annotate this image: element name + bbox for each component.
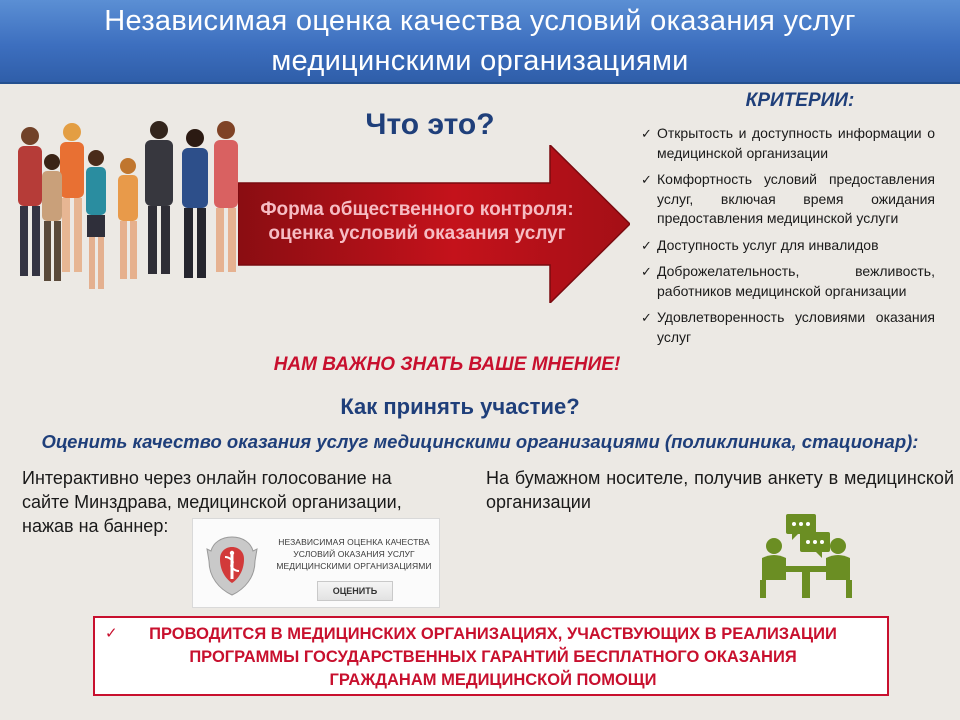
notice-line-3: ГРАЖДАНАМ МЕДИЦИНСКОЙ ПОМОЩИ	[329, 671, 657, 689]
banner-line-3: МЕДИЦИНСКИМИ ОРГАНИЗАЦИЯМИ	[276, 561, 432, 571]
slide-title-line-1: Независимая оценка качества условий оказания услуг	[104, 5, 856, 37]
arrow-caption-line-2: оценка условий оказания услуг	[268, 223, 566, 244]
checkmark-icon: ✓	[641, 126, 652, 141]
criteria-item	[641, 308, 935, 347]
checkmark-icon: ✓	[641, 237, 652, 253]
criteria-item-text: Доброжелательность, вежливость, работников медицинской организации	[657, 263, 935, 299]
important-opinion-text: НАМ ВАЖНО ЗНАТЬ ВАШЕ МНЕНИЕ!	[273, 354, 621, 375]
online-voting-text: Интерактивно через онлайн голосование на сайте Минздрава, медицинской организации, нажав на баннер:	[22, 468, 402, 536]
checkmark-icon: ✓	[641, 264, 652, 279]
evaluate-button[interactable]: ОЦЕНИТЬ	[317, 581, 393, 601]
arrow-caption-line-1: Форма общественного контроля:	[260, 199, 574, 220]
criteria-item	[641, 170, 935, 229]
meeting-people-icon	[752, 510, 860, 600]
checkmark-icon: ✓	[641, 172, 652, 187]
notice-line-1: ПРОВОДИТСЯ В МЕДИЦИНСКИХ ОРГАНИЗАЦИЯХ, УЧАСТВУЮЩИХ В РЕАЛИЗАЦИИ	[149, 625, 837, 643]
slide-header	[0, 0, 960, 84]
criteria-item-text: Удовлетворенность условиями оказания услуг	[657, 309, 935, 345]
programme-notice-box	[93, 616, 889, 696]
people-crowd-illustration	[4, 118, 254, 308]
banner-line-2: УСЛОВИЙ ОКАЗАНИЯ УСЛУГ	[293, 549, 415, 559]
assessment-banner[interactable]	[192, 518, 440, 608]
ministry-of-health-emblem-icon	[199, 531, 265, 599]
criteria-list	[641, 124, 935, 354]
checkmark-icon: ✓	[105, 625, 118, 642]
criteria-item-text: Открытость и доступность информации о медицинской организации	[657, 125, 935, 161]
criteria-title: КРИТЕРИИ:	[745, 90, 855, 111]
checkmark-icon: ✓	[641, 310, 652, 325]
banner-line-1: НЕЗАВИСИМАЯ ОЦЕНКА КАЧЕСТВА	[278, 537, 430, 547]
how-to-participate-heading: Как принять участие?	[340, 394, 580, 419]
what-is-it-heading: Что это?	[365, 108, 495, 141]
notice-line-2: ПРОГРАММЫ ГОСУДАРСТВЕННЫХ ГАРАНТИЙ БЕСПЛАТНОГО ОКАЗАНИЯ	[189, 648, 797, 666]
criteria-item-text: Комфортность условий предоставления услуг, включая время ожидания предоставления медицинской услуги	[657, 171, 935, 226]
evaluate-quality-line: Оценить качество оказания услуг медицинскими организациями (поликлиника, стационар):	[41, 431, 919, 452]
criteria-item	[641, 236, 935, 256]
paper-form-text: На бумажном носителе, получив анкету в медицинской организации	[486, 468, 954, 512]
criteria-item-text: Доступность услуг для инвалидов	[657, 236, 879, 253]
slide-title-line-2: медицинскими организациями	[271, 45, 689, 77]
arrow-caption	[246, 198, 588, 246]
criteria-item	[641, 124, 935, 163]
criteria-item	[641, 262, 935, 301]
